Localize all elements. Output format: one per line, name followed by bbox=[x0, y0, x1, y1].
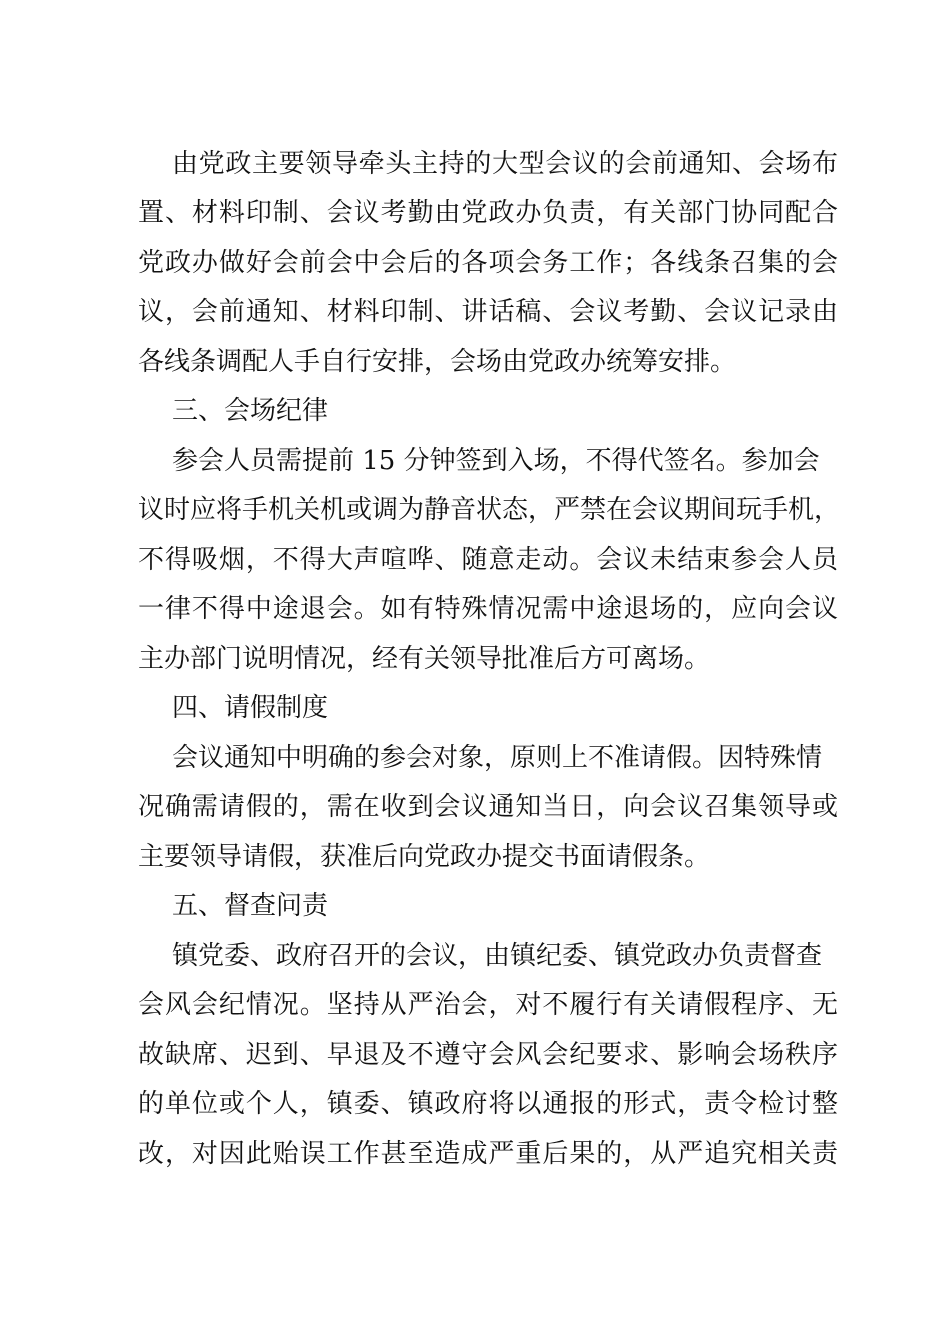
paragraph-line: 参会人员需提前 15 分钟签到入场，不得代签名。参加会 bbox=[172, 446, 820, 476]
paragraph-line: 一律不得中途退会。如有特殊情况需中途退场的，应向会议 bbox=[138, 594, 838, 624]
paragraph-line: 置、材料印制、会议考勤由党政办负责，有关部门协同配合 bbox=[138, 198, 838, 228]
paragraph-line: 况确需请假的，需在收到会议通知当日，向会议召集领导或 bbox=[138, 792, 838, 822]
paragraph-line: 改，对因此贻误工作甚至造成严重后果的，从严追究相关责 bbox=[138, 1139, 838, 1169]
paragraph-line: 各线条调配人手自行安排，会场由党政办统筹安排。 bbox=[138, 347, 737, 377]
section-heading: 四、请假制度 bbox=[172, 693, 329, 723]
section-heading: 五、督查问责 bbox=[172, 891, 329, 921]
paragraph-line: 主要领导请假，获准后向党政办提交书面请假条。 bbox=[138, 842, 711, 872]
paragraph-line: 镇党委、政府召开的会议，由镇纪委、镇党政办负责督查 bbox=[172, 941, 823, 971]
paragraph-line: 议时应将手机关机或调为静音状态，严禁在会议期间玩手机， bbox=[138, 495, 841, 525]
paragraph-line: 党政办做好会前会中会后的各项会务工作；各线条召集的会 bbox=[138, 248, 838, 278]
paragraph-line: 由党政主要领导牵头主持的大型会议的会前通知、会场布 bbox=[172, 149, 838, 179]
section-heading: 三、会场纪律 bbox=[172, 396, 329, 426]
paragraph-line: 的单位或个人，镇委、镇政府将以通报的形式，责令检讨整 bbox=[138, 1089, 838, 1119]
paragraph-line: 会议通知中明确的参会对象，原则上不准请假。因特殊情 bbox=[172, 743, 823, 773]
paragraph-line: 议，会前通知、材料印制、讲话稿、会议考勤、会议记录由 bbox=[138, 297, 838, 327]
paragraph-line: 不得吸烟，不得大声喧哗、随意走动。会议未结束参会人员 bbox=[138, 545, 838, 575]
paragraph-line: 会风会纪情况。坚持从严治会，对不履行有关请假程序、无 bbox=[138, 990, 838, 1020]
paragraph-line: 故缺席、迟到、早退及不遵守会风会纪要求、影响会场秩序 bbox=[138, 1040, 838, 1070]
paragraph-line: 主办部门说明情况，经有关领导批准后方可离场。 bbox=[138, 644, 711, 674]
